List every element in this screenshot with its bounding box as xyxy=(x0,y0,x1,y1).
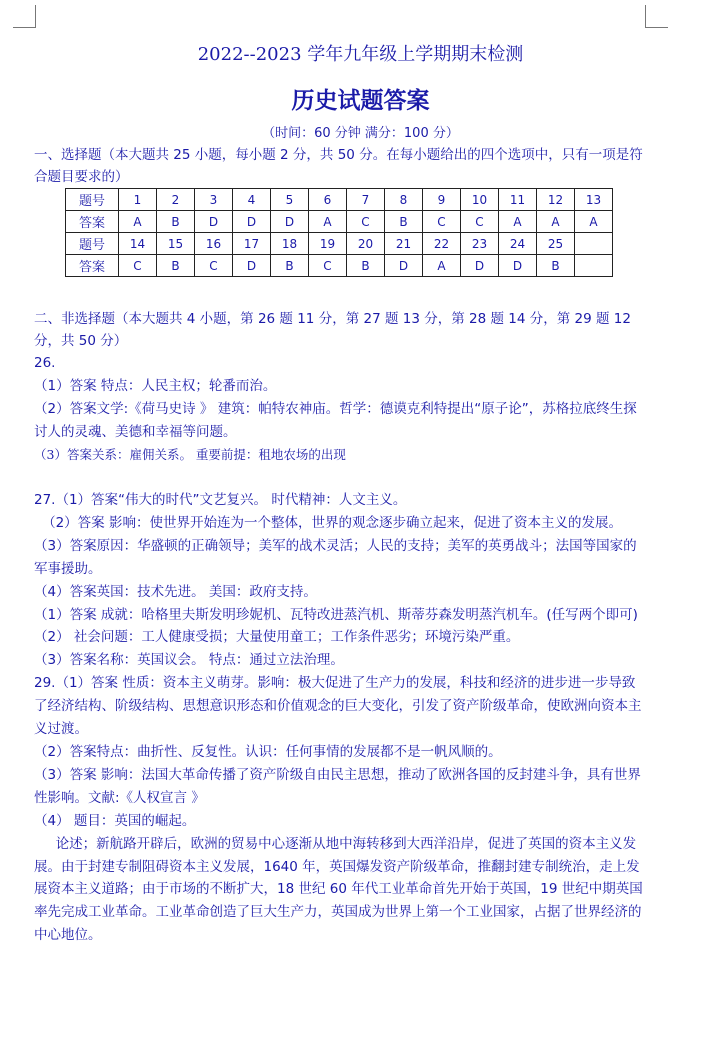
table-cell: 2 xyxy=(157,189,195,211)
table-cell: D xyxy=(461,255,499,277)
answer-line: （3）答案名称：英国议会。 特点：通过立法治理。 xyxy=(34,652,344,669)
table-cell: 18 xyxy=(271,233,309,255)
table-cell: B xyxy=(157,255,195,277)
answer-line: （1）答案 特点：人民主权；轮番而治。 xyxy=(34,377,277,394)
answers-27-29 xyxy=(34,489,646,947)
table-cell: A xyxy=(423,255,461,277)
table-cell: 7 xyxy=(347,189,385,211)
table-cell: 15 xyxy=(157,233,195,255)
answer-line: （3）答案关系：雇佣关系。 重要前提：租地农场的出现 xyxy=(34,446,346,462)
row-label: 题号 xyxy=(66,189,119,211)
answer-line: （2）答案特点：曲折性、反复性。认识：任何事情的发展都不是一帆风顺的。 xyxy=(34,743,502,760)
table-cell: C xyxy=(195,255,233,277)
table-cell: 14 xyxy=(119,233,157,255)
table-cell: B xyxy=(271,255,309,277)
table-cell: C xyxy=(461,211,499,233)
answer-table xyxy=(65,188,613,277)
table-cell: 10 xyxy=(461,189,499,211)
corner-mark-left xyxy=(13,5,36,28)
table-row xyxy=(66,233,613,255)
table-cell: B xyxy=(385,211,423,233)
row-label: 题号 xyxy=(66,233,119,255)
answer-line: （4）答案英国：技术先进。 美国：政府支持。 xyxy=(34,583,317,600)
table-cell: C xyxy=(309,255,347,277)
section1-heading: 一、选择题（本大题共 25 小题，每小题 2 分，共 50 分。在每小题给出的四个选项中，只有一项是符合题目要求的） xyxy=(34,147,643,185)
answer-line: 27.（1）答案“伟大的时代”文艺复兴。 时代精神：人文主义。 xyxy=(34,492,407,508)
row-label: 答案 xyxy=(66,255,119,277)
subject-title: 历史试题答案 xyxy=(291,87,430,114)
table-cell: 20 xyxy=(347,233,385,255)
answer-line: （2）答案 影响：使世界开始连为一个整体，世界的观念逐步确立起来，促进了资本主义的发展。 xyxy=(42,514,622,531)
answer-line: （2） 社会问题：工人健康受损；大量使用童工；工作条件恶劣；环境污染严重。 xyxy=(34,629,520,646)
answer-line: 26. xyxy=(34,355,56,371)
table-cell: 3 xyxy=(195,189,233,211)
table-cell: 23 xyxy=(461,233,499,255)
table-row xyxy=(66,211,613,233)
answers-26 xyxy=(34,352,646,467)
table-cell: D xyxy=(233,211,271,233)
table-cell: A xyxy=(575,211,613,233)
answer-line: （4） 题目：英国的崛起。 xyxy=(34,812,196,829)
table-cell: C xyxy=(423,211,461,233)
answer-line: （3）答案原因：华盛顿的正确领导；美军的战术灵活；人民的支持；美军的英勇战斗；法国等国家的军事援助。 xyxy=(34,537,637,577)
table-cell: A xyxy=(309,211,347,233)
time-info: （时间：60 分钟 满分：100 分） xyxy=(262,126,459,141)
exam-title: 2022--2023 学年九年级上学期期末检测 xyxy=(197,44,524,65)
table-cell: 19 xyxy=(309,233,347,255)
table-cell: 5 xyxy=(271,189,309,211)
table-cell xyxy=(575,255,613,277)
table-cell: 21 xyxy=(385,233,423,255)
table-cell: 16 xyxy=(195,233,233,255)
section2-heading: 二、非选择题（本大题共 4 小题，第 26 题 11 分，第 27 题 13 分，第 28 题 14 分，第 29 题 12 分，共 50 分） xyxy=(34,311,631,349)
table-cell: 4 xyxy=(233,189,271,211)
table-row xyxy=(66,189,613,211)
table-cell: 9 xyxy=(423,189,461,211)
table-cell: D xyxy=(271,211,309,233)
answer-line: 29.（1）答案 性质：资本主义萌芽。影响：极大促进了生产力的发展，科技和经济的进步进一步导致了经济结构、阶级结构、思想意识形态和价值观念的巨大变化，引发了资产阶级革命，使欧洲向资本主义过渡。 xyxy=(34,675,642,738)
table-cell: B xyxy=(347,255,385,277)
row-label: 答案 xyxy=(66,211,119,233)
table-cell: 8 xyxy=(385,189,423,211)
table-cell: 12 xyxy=(537,189,575,211)
answer-line: （1）答案 成就：哈格里夫斯发明珍妮机、瓦特改进蒸汽机、斯蒂芬森发明蒸汽机车。(任写两个即可) xyxy=(34,606,638,623)
table-cell: 17 xyxy=(233,233,271,255)
table-cell: A xyxy=(119,211,157,233)
table-cell: D xyxy=(233,255,271,277)
table-cell: 6 xyxy=(309,189,347,211)
table-cell: 1 xyxy=(119,189,157,211)
table-cell: A xyxy=(537,211,575,233)
corner-mark-right xyxy=(645,5,668,28)
table-cell: A xyxy=(499,211,537,233)
table-cell: D xyxy=(499,255,537,277)
table-cell: 22 xyxy=(423,233,461,255)
table-cell: 11 xyxy=(499,189,537,211)
table-cell: B xyxy=(537,255,575,277)
table-cell: 13 xyxy=(575,189,613,211)
table-cell xyxy=(575,233,613,255)
answer-line: 论述；新航路开辟后，欧洲的贸易中心逐渐从地中海转移到大西洋沿岸，促进了英国的资本主义发展。由于封建专制阻碍资本主义发展，1640 年，英国爆发资产阶级革命，推翻封建专制统治，走上发展资本主义道路；由于市场的不断扩大，18 世纪 60 年代工业革命首先开始于英国，19 世纪中期英国率先完成工业革命。工业革命创造了巨大生产力，英国成为世界上第一个工业国家，占据了世界经济的中心地位。 xyxy=(34,835,643,944)
table-cell: D xyxy=(385,255,423,277)
answer-line: （2）答案文学:《荷马史诗 》 建筑：帕特农神庙。哲学：德谟克利特提出“原子论”，苏格拉底终生探讨人的灵魂、美德和幸福等问题。 xyxy=(34,400,637,440)
table-cell: 25 xyxy=(537,233,575,255)
table-cell: B xyxy=(157,211,195,233)
answer-line: （3）答案 影响：法国大革命传播了资产阶级自由民主思想，推动了欧洲各国的反封建斗争，具有世界性影响。文献:《人权宣言 》 xyxy=(34,766,641,806)
table-cell: D xyxy=(195,211,233,233)
table-row xyxy=(66,255,613,277)
table-cell: C xyxy=(347,211,385,233)
table-cell: 24 xyxy=(499,233,537,255)
table-cell: C xyxy=(119,255,157,277)
